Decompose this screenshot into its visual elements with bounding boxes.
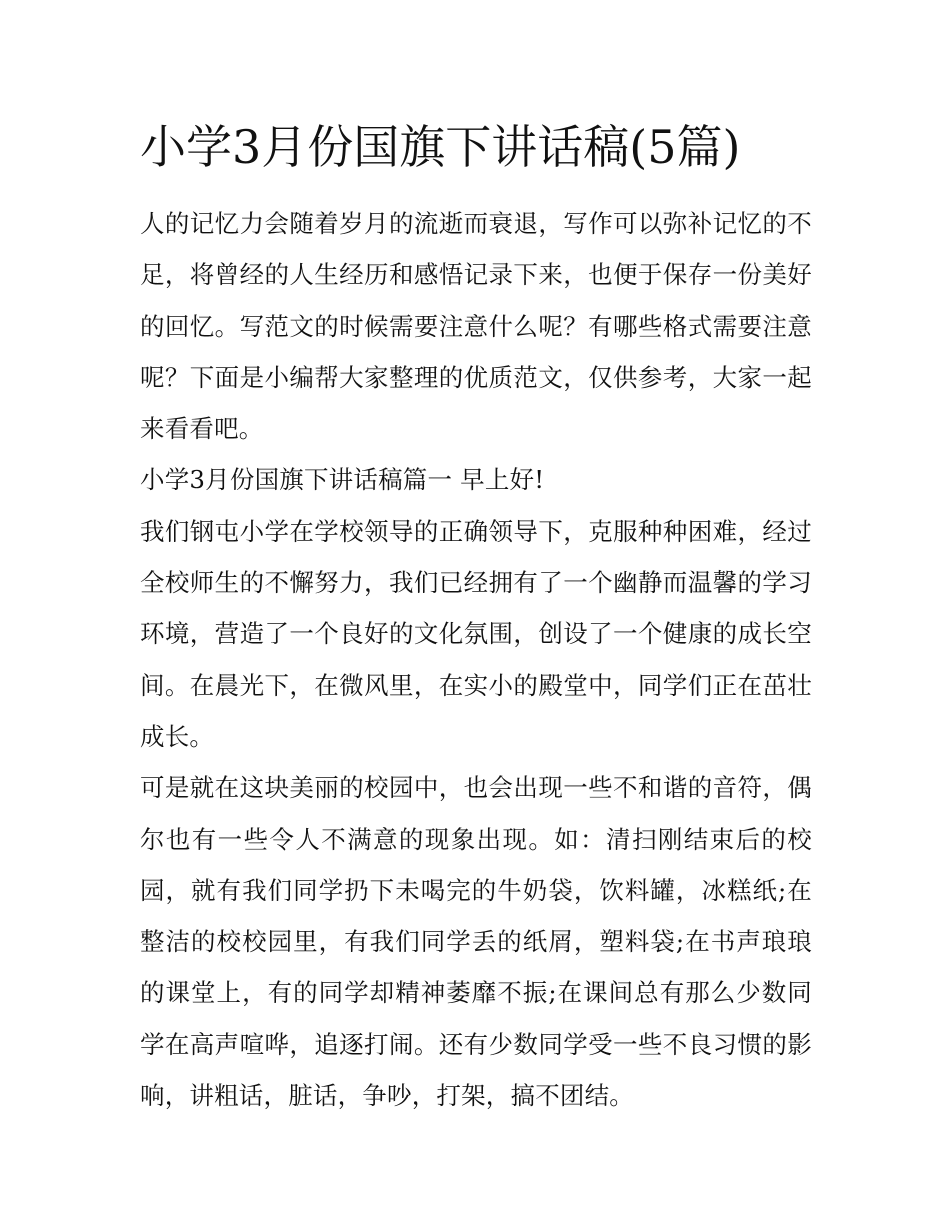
paragraph-bad-habits: 可是就在这块美丽的校园中，也会出现一些不和谐的音符，偶尔也有一些令人不满意的现象出现。如：清扫刚结束后的校园，就有我们同学扔下未喝完的牛奶袋，饮料罐，冰糕纸;在整洁的校校园里，有我们同学丢的纸屑，塑料袋;在书声琅琅的课堂上，有的同学却精神萎靡不振;在课间总有那么少数同学在高声喧哗，追逐打闹。还有少数同学受一些不良习惯的影响，讲粗话，脏话，争吵，打架，搞不团结。 <box>140 773 812 1111</box>
document-body <box>140 198 812 1121</box>
paragraph-intro: 人的记忆力会随着岁月的流逝而衰退，写作可以弥补记忆的不足，将曾经的人生经历和感悟记录下来，也便于保存一份美好的回忆。写范文的时候需要注意什么呢？有哪些格式需要注意呢？下面是小编帮大家整理的优质范文，仅供参考，大家一起来看看吧。 <box>140 209 812 444</box>
document-title: 小学3月份国旗下讲话稿(5篇) <box>140 120 741 174</box>
paragraph-speech-heading: 小学3月份国旗下讲话稿篇一 早上好! <box>140 465 545 495</box>
paragraph-school-environment: 我们钢屯小学在学校领导的正确领导下，克服种种困难，经过全校师生的不懈努力，我们已经拥有了一个幽静而温馨的学习环境，营造了一个良好的文化氛围，创设了一个健康的成长空间。在晨光下，在微风里，在实小的殿堂中，同学们正在茁壮成长。 <box>140 516 812 751</box>
